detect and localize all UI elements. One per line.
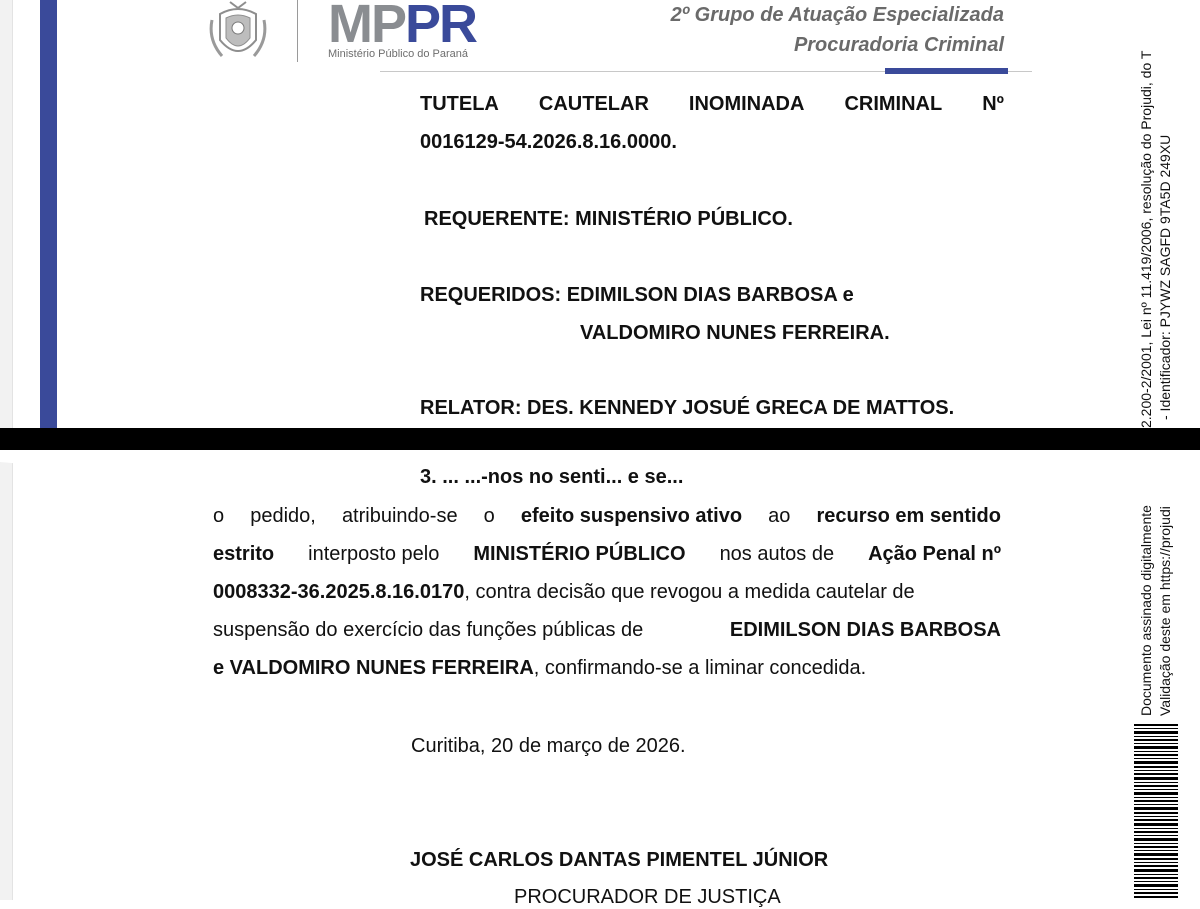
text-fragment: estrito: [213, 543, 275, 565]
text-fragment: pedido,: [250, 505, 316, 527]
text-fragment: Ação Penal nº: [868, 543, 1001, 565]
text-fragment: e VALDOMIRO NUNES FERREIRA: [213, 657, 534, 679]
header-group-line: 2º Grupo de Atuação Especializada: [670, 4, 1004, 26]
paragraph-line: [213, 649, 1001, 687]
header-accent-bar: [885, 68, 1008, 74]
text-fragment: ao: [768, 505, 791, 527]
requerido-1: EDIMILSON DIAS BARBOSA e: [566, 284, 854, 306]
paragraph-line: [213, 611, 1001, 649]
paragraph-line: [213, 497, 1001, 535]
header-unit-line: Procuradoria Criminal: [793, 34, 1004, 56]
text-fragment: nos autos de: [719, 543, 835, 565]
logo-mp: MP: [328, 0, 405, 54]
case-title-word: CAUTELAR: [538, 93, 649, 115]
text-fragment: atribuindo-se: [341, 505, 458, 527]
paragraph-line: [213, 535, 1001, 573]
place-date: Curitiba, 20 de março de 2026.: [411, 735, 686, 757]
case-title: [420, 93, 1004, 116]
requerido-2: VALDOMIRO NUNES FERREIRA.: [580, 322, 890, 344]
relator-value: DES. KENNEDY JOSUÉ GRECA DE MATTOS.: [527, 397, 955, 419]
case-title-word: INOMINADA: [688, 93, 805, 115]
paragraph-line: [213, 573, 1001, 611]
requeridos: [420, 284, 854, 307]
text-fragment: 0008332-36.2025.8.16.0170: [213, 581, 465, 603]
torn-edge: [0, 442, 1135, 486]
logo-pr: PR: [405, 0, 477, 54]
requerente: [424, 208, 793, 231]
validation-barcode-icon: [1132, 720, 1180, 900]
relator: [420, 397, 954, 420]
requerente-label: REQUERENTE:: [424, 208, 570, 230]
signer-name: JOSÉ CARLOS DANTAS PIMENTEL JÚNIOR: [410, 849, 829, 871]
text-fragment: o: [483, 505, 495, 527]
text-fragment: o: [213, 505, 225, 527]
case-title-word: TUTELA: [420, 93, 499, 115]
text-fragment: recurso em sentido: [816, 505, 1001, 527]
logo-subtitle: Ministério Público do Paraná: [328, 48, 469, 60]
signer-role: PROCURADOR DE JUSTIÇA: [514, 886, 781, 908]
case-number: 0016129-54.2026.8.16.0000.: [420, 131, 677, 153]
signature-legal-text: 2.200-2/2001, Lei nº 11.419/2006, resolução do Projudi, do T: [1138, 50, 1154, 428]
validation-link: Validação deste em https://projudi: [1157, 506, 1173, 716]
decision-paragraph: [213, 497, 1001, 687]
text-fragment: suspensão do exercício das funções públicas de: [213, 619, 644, 641]
text-fragment: MINISTÉRIO PÚBLICO: [473, 543, 686, 565]
digital-signature-note: Documento assinado digitalmente: [1138, 505, 1154, 716]
page-margin-bar: [40, 0, 57, 428]
case-title-word: Nº: [982, 93, 1004, 115]
requeridos-label: REQUERIDOS:: [420, 284, 562, 306]
logo-divider: [297, 0, 298, 62]
header-unit: [671, 0, 1004, 60]
text-fragment: , contra decisão que revogou a medida cautelar de: [464, 581, 915, 603]
case-title-word: CRIMINAL: [844, 93, 943, 115]
document-identifier: - Identificador: PJYWZ SAGFD 9TA5D 249XU: [1157, 134, 1173, 420]
parana-coat-of-arms-icon: [206, 0, 270, 66]
text-fragment: interposto pelo: [308, 543, 440, 565]
requerente-value: MINISTÉRIO PÚBLICO.: [575, 208, 793, 230]
text-fragment: efeito suspensivo ativo: [520, 505, 743, 527]
mppr-logo: [328, 0, 476, 54]
text-fragment: EDIMILSON DIAS BARBOSA: [729, 619, 1001, 641]
text-fragment: , confirmando-se a liminar concedida.: [533, 657, 867, 679]
relator-label: RELATOR:: [420, 397, 522, 419]
partial-torn-line: 3. ... ...-nos no senti... e se...: [420, 466, 684, 488]
